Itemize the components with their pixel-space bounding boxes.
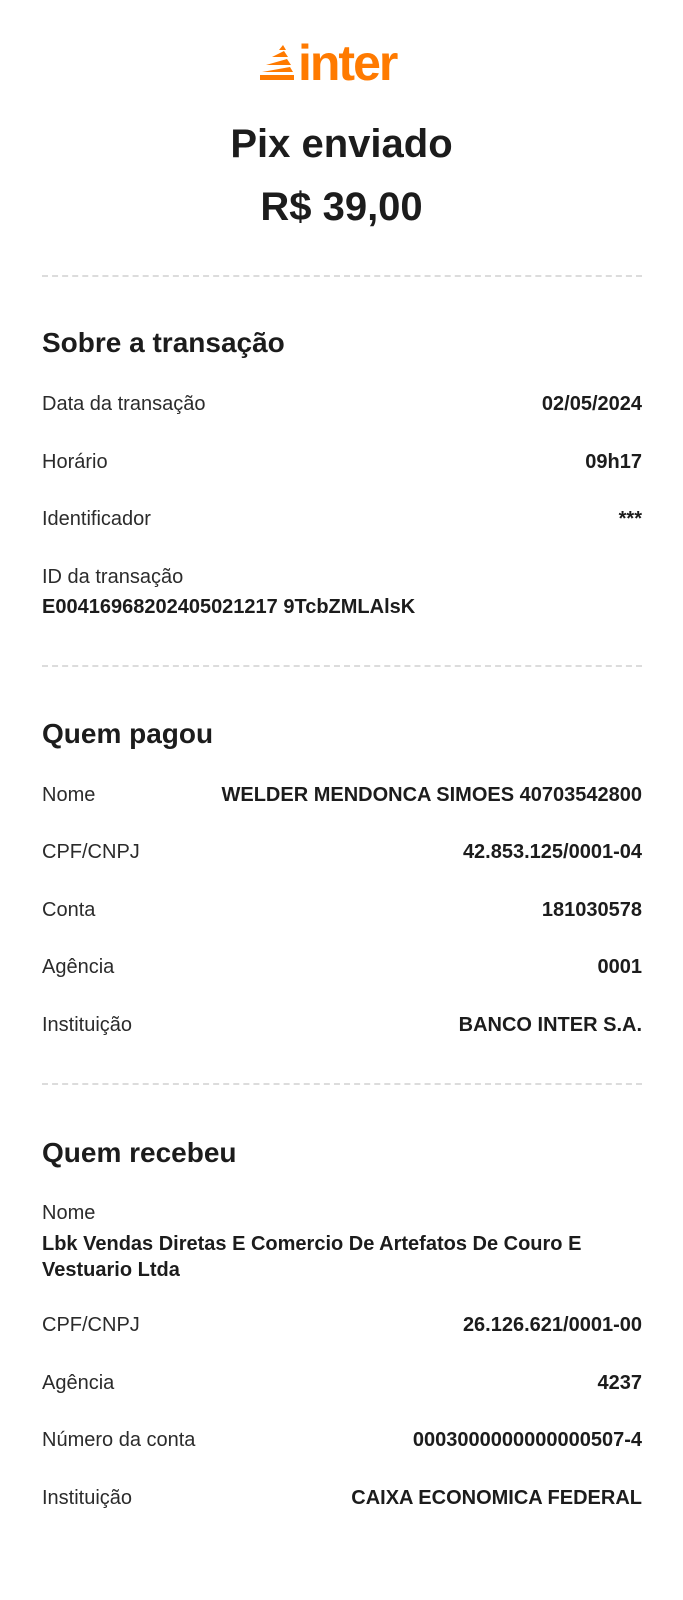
- sun-rays-icon: [260, 45, 296, 81]
- transaction-id-value: E00416968202405021217 9TcbZMLAlsK: [42, 596, 416, 618]
- receiver-name-value: Lbk Vendas Diretas E Comercio De Artefatos De Couro E Vestuario Ltda: [42, 1233, 582, 1281]
- row-payer-doc: [42, 838, 642, 866]
- amount-value: R$ 39,00: [260, 185, 423, 229]
- receiver-name-label: Nome: [42, 1202, 96, 1224]
- section-title-payer: Quem pagou: [42, 718, 214, 749]
- field-value: 4237: [597, 1371, 642, 1394]
- row-identifier: [42, 505, 642, 533]
- row-receiver-institution: [42, 1484, 642, 1512]
- field-value: 42.853.125/0001-04: [462, 840, 642, 863]
- field-value: 02/05/2024: [541, 392, 642, 415]
- row-receiver-agency: [42, 1369, 642, 1397]
- field-value: 0001: [597, 955, 642, 978]
- field-value: 09h17: [585, 450, 642, 473]
- field-label: Horário: [42, 450, 108, 473]
- field-label: Data da transação: [42, 392, 206, 415]
- divider: [42, 1083, 642, 1085]
- divider: [42, 665, 642, 667]
- row-payer-institution: [42, 1011, 642, 1039]
- row-transaction-time: [42, 448, 642, 476]
- page-title: Pix enviado: [230, 122, 453, 166]
- transaction-id-label: ID da transação: [42, 566, 184, 588]
- field-value: 0003000000000000507-4: [412, 1428, 642, 1451]
- field-label: CPF/CNPJ: [42, 1313, 140, 1336]
- divider: [42, 275, 642, 277]
- inter-logo: [260, 35, 397, 91]
- row-receiver-account: [42, 1426, 642, 1454]
- row-transaction-date: [42, 390, 642, 418]
- row-payer-agency: [42, 953, 642, 981]
- row-receiver-doc: [42, 1311, 642, 1339]
- field-value: 26.126.621/0001-00: [462, 1313, 642, 1336]
- field-label: CPF/CNPJ: [42, 840, 140, 863]
- field-label: Instituição: [42, 1486, 133, 1509]
- section-title-transaction: Sobre a transação: [42, 327, 285, 358]
- field-label: Agência: [42, 955, 115, 978]
- field-label: Identificador: [42, 507, 151, 530]
- row-payer-name: [42, 781, 642, 809]
- section-title-receiver: Quem recebeu: [42, 1137, 237, 1168]
- field-label: Instituição: [42, 1013, 133, 1036]
- field-value: BANCO INTER S.A.: [458, 1013, 642, 1036]
- field-value: 181030578: [541, 898, 642, 921]
- brand-name: inter: [298, 35, 397, 91]
- field-value: ***: [618, 507, 642, 530]
- field-label: Número da conta: [42, 1428, 196, 1451]
- field-value: CAIXA ECONOMICA FEDERAL: [351, 1486, 642, 1509]
- field-label: Agência: [42, 1371, 115, 1394]
- field-label: Conta: [42, 898, 96, 921]
- field-value: WELDER MENDONCA SIMOES 40703542800: [221, 783, 642, 806]
- field-label: Nome: [42, 783, 96, 806]
- row-payer-account: [42, 896, 642, 924]
